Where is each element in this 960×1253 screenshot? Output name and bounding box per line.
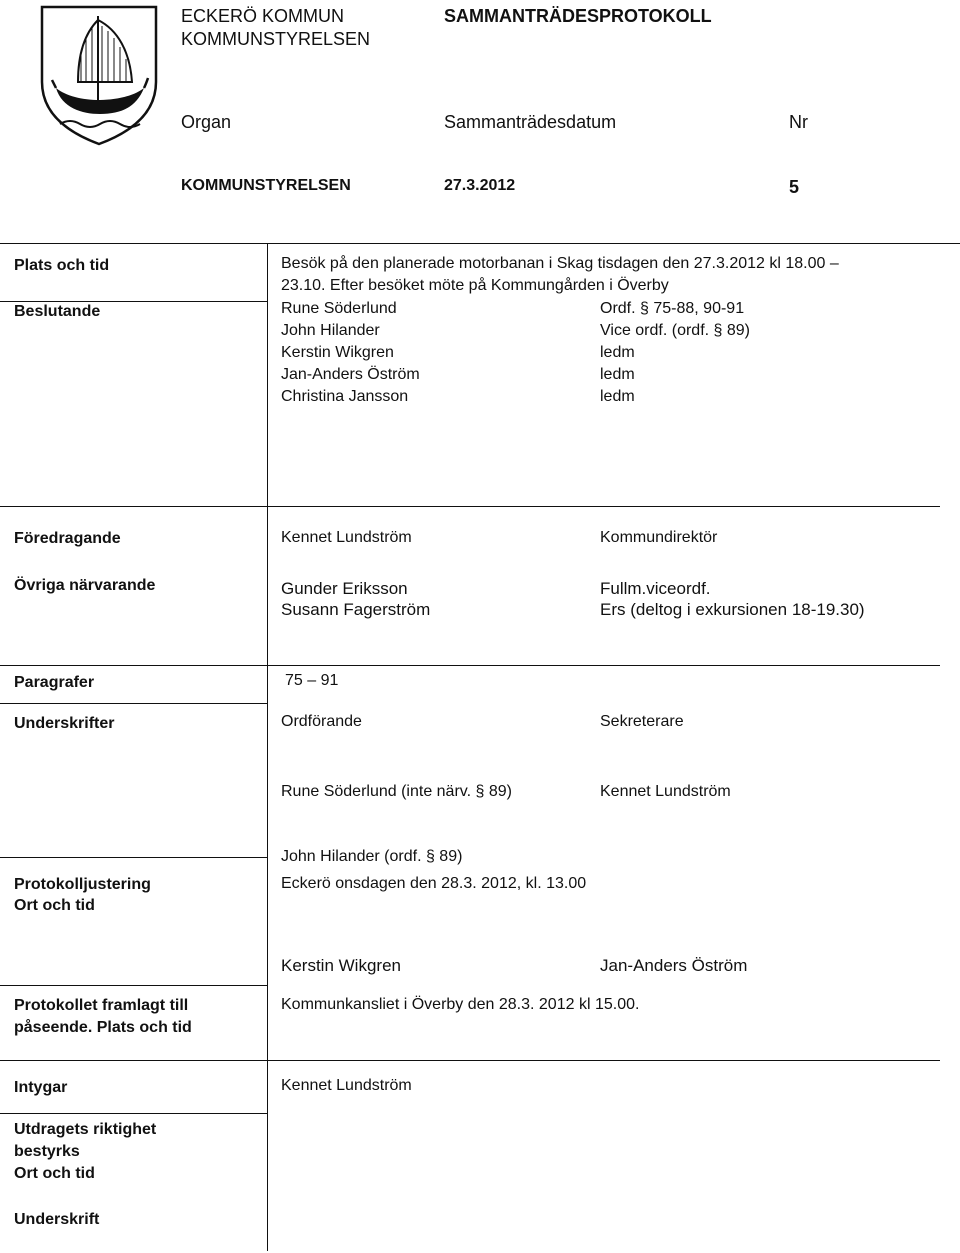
row-divider: [0, 301, 267, 302]
ovriga-role: Fullm.viceordf.: [600, 579, 711, 598]
date-value: 27.3.2012: [444, 177, 516, 194]
foredragande-name: Kennet Lundström: [281, 529, 412, 546]
justering-label: Protokolljustering: [14, 876, 151, 893]
nr-label: Nr: [789, 112, 808, 132]
organ-value: KOMMUNSTYRELSEN: [181, 177, 351, 194]
sekreterare-name: Kennet Lundström: [600, 783, 731, 800]
coat-of-arms-icon: [38, 4, 160, 146]
row-divider: [0, 985, 267, 986]
row-divider: [0, 665, 940, 666]
utdrag-underskrift-label: Underskrift: [14, 1211, 100, 1228]
ovriga-name: Susann Fagerström: [281, 600, 431, 619]
row-divider: [0, 506, 940, 507]
ovriga-role: Ers (deltog i exkursionen 18-19.30): [600, 600, 865, 619]
framlagt-sublabel: påseende. Plats och tid: [14, 1019, 192, 1036]
foredragande-role: Kommundirektör: [600, 529, 718, 546]
member-role: ledm: [600, 388, 635, 405]
ovriga-name: Gunder Eriksson: [281, 579, 408, 598]
member-name: Christina Jansson: [281, 388, 409, 405]
row-divider: [0, 703, 267, 704]
table-top-border: [0, 243, 960, 244]
paragrafer-value: 75 – 91: [285, 672, 339, 689]
ordforande-name: Rune Söderlund (inte närv. § 89): [281, 783, 512, 800]
intygar-label: Intygar: [14, 1079, 68, 1096]
justering-value: Eckerö onsdagen den 28.3. 2012, kl. 13.00: [281, 875, 587, 892]
document-type: SAMMANTRÄDESPROTOKOLL: [444, 6, 712, 26]
member-role: ledm: [600, 366, 635, 383]
nr-value: 5: [789, 177, 800, 197]
framlagt-label: Protokollet framlagt till: [14, 997, 189, 1014]
member-name: Kerstin Wikgren: [281, 344, 394, 361]
member-role: ledm: [600, 344, 635, 361]
organ-label: Organ: [181, 112, 232, 132]
justering-sublabel: Ort och tid: [14, 897, 95, 914]
utdrag-label: Utdragets riktighet: [14, 1121, 157, 1138]
sekreterare-label: Sekreterare: [600, 713, 684, 730]
municipality-name: ECKERÖ KOMMUN: [181, 6, 345, 26]
row-divider: [0, 1060, 940, 1061]
beslutande-label: Beslutande: [14, 303, 101, 320]
member-role: Ordf. § 75-88, 90-91: [600, 300, 745, 317]
framlagt-value: Kommunkansliet i Överby den 28.3. 2012 kl 15.00.: [281, 996, 640, 1013]
foredragande-label: Föredragande: [14, 530, 121, 547]
row-divider: [0, 857, 267, 858]
ordforande-label: Ordförande: [281, 713, 362, 730]
column-divider: [267, 243, 268, 1251]
member-name: Jan-Anders Öström: [281, 366, 420, 383]
plats-line-2: 23.10. Efter besöket möte på Kommungården i Överby: [281, 277, 669, 294]
extra-signer-name: John Hilander (ordf. § 89): [281, 848, 463, 865]
underskrifter-label: Underskrifter: [14, 715, 115, 732]
department-name: KOMMUNSTYRELSEN: [181, 29, 371, 49]
plats-line-1: Besök på den planerade motorbanan i Skag tisdagen den 27.3.2012 kl 18.00 –: [281, 255, 839, 272]
row-divider: [0, 1113, 267, 1114]
justerare-2: Jan-Anders Öström: [600, 956, 748, 975]
member-name: Rune Söderlund: [281, 300, 397, 317]
utdrag-label-3: Ort och tid: [14, 1165, 95, 1182]
justerare-1: Kerstin Wikgren: [281, 956, 401, 975]
member-role: Vice ordf. (ordf. § 89): [600, 322, 750, 339]
utdrag-label-2: bestyrks: [14, 1143, 80, 1160]
ovriga-label: Övriga närvarande: [14, 577, 156, 594]
plats-label: Plats och tid: [14, 257, 110, 274]
intygar-value: Kennet Lundström: [281, 1077, 412, 1094]
date-label: Sammanträdesdatum: [444, 112, 617, 132]
member-name: John Hilander: [281, 322, 380, 339]
paragrafer-label: Paragrafer: [14, 674, 95, 691]
